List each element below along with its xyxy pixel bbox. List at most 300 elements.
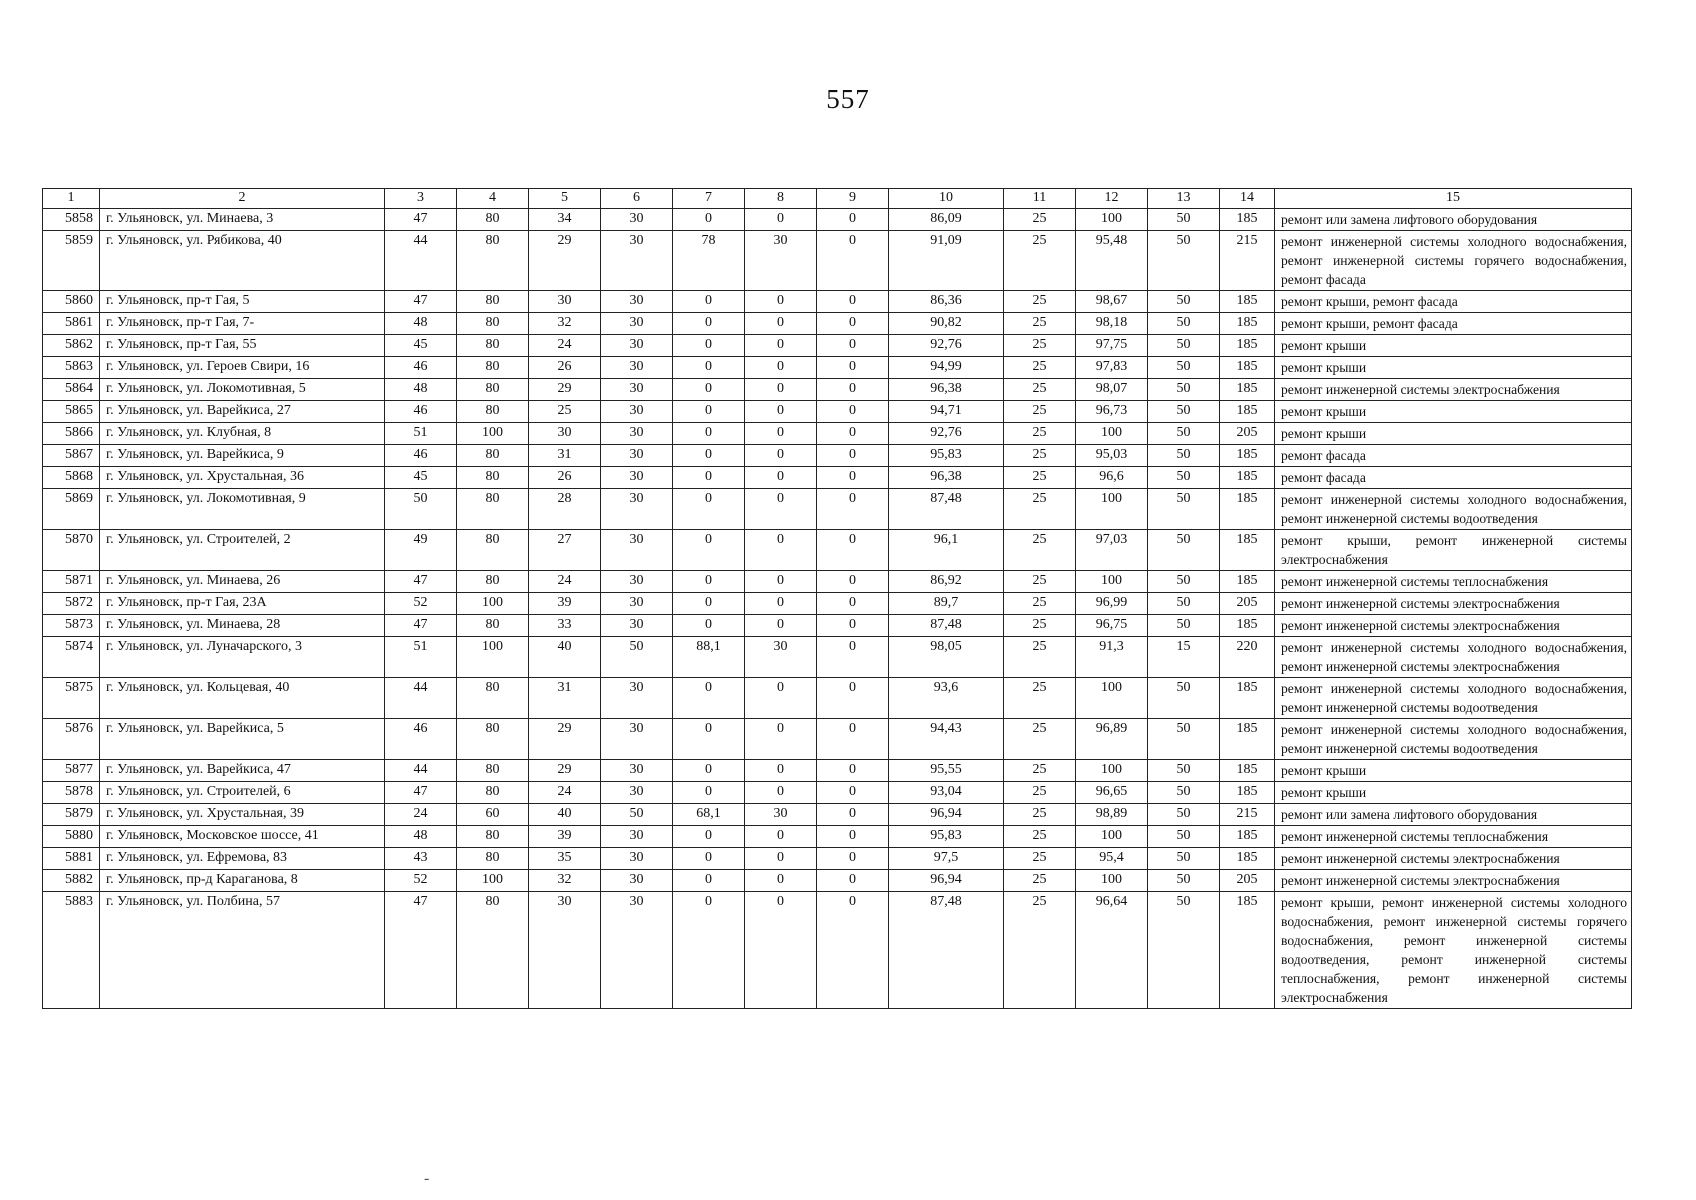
value-cell-col7: 0 <box>673 891 745 1008</box>
value-cell-col6: 30 <box>601 466 673 488</box>
value-cell-col13: 50 <box>1148 529 1220 570</box>
value-cell-col3: 47 <box>385 891 457 1008</box>
value-cell-col3: 52 <box>385 869 457 891</box>
row-number-cell: 5863 <box>43 356 100 378</box>
value-cell-col10: 98,05 <box>889 636 1004 677</box>
value-cell-col9: 0 <box>817 422 889 444</box>
value-cell-col13: 50 <box>1148 466 1220 488</box>
row-number-cell: 5870 <box>43 529 100 570</box>
value-cell-col5: 30 <box>529 891 601 1008</box>
value-cell-col13: 50 <box>1148 400 1220 422</box>
value-cell-col10: 89,7 <box>889 592 1004 614</box>
address-cell: г. Ульяновск, ул. Минаева, 3 <box>100 208 385 230</box>
value-cell-col4: 80 <box>457 614 529 636</box>
value-cell-col12: 96,75 <box>1076 614 1148 636</box>
value-cell-col8: 0 <box>745 677 817 718</box>
work-type-cell: ремонт инженерной системы электроснабжения <box>1275 614 1632 636</box>
value-cell-col11: 25 <box>1004 718 1076 759</box>
address-cell: г. Ульяновск, пр-т Гая, 7- <box>100 312 385 334</box>
value-cell-col10: 97,5 <box>889 847 1004 869</box>
value-cell-col6: 30 <box>601 614 673 636</box>
value-cell-col5: 26 <box>529 356 601 378</box>
value-cell-col5: 29 <box>529 230 601 290</box>
value-cell-col8: 0 <box>745 614 817 636</box>
work-type-cell: ремонт крыши <box>1275 422 1632 444</box>
value-cell-col7: 0 <box>673 781 745 803</box>
value-cell-col6: 50 <box>601 803 673 825</box>
value-cell-col9: 0 <box>817 230 889 290</box>
value-cell-col6: 30 <box>601 422 673 444</box>
table-row <box>43 847 1632 869</box>
value-cell-col14: 185 <box>1220 614 1275 636</box>
value-cell-col7: 0 <box>673 718 745 759</box>
value-cell-col6: 30 <box>601 759 673 781</box>
address-cell: г. Ульяновск, ул. Клубная, 8 <box>100 422 385 444</box>
value-cell-col5: 29 <box>529 718 601 759</box>
row-number-cell: 5860 <box>43 290 100 312</box>
value-cell-col12: 95,03 <box>1076 444 1148 466</box>
column-header-7: 7 <box>673 189 745 209</box>
address-cell: г. Ульяновск, ул. Локомотивная, 5 <box>100 378 385 400</box>
table-row <box>43 422 1632 444</box>
value-cell-col8: 0 <box>745 422 817 444</box>
value-cell-col6: 30 <box>601 290 673 312</box>
value-cell-col7: 0 <box>673 312 745 334</box>
value-cell-col12: 96,89 <box>1076 718 1148 759</box>
value-cell-col12: 97,75 <box>1076 334 1148 356</box>
value-cell-col5: 35 <box>529 847 601 869</box>
value-cell-col14: 185 <box>1220 781 1275 803</box>
row-number-cell: 5859 <box>43 230 100 290</box>
value-cell-col13: 50 <box>1148 378 1220 400</box>
value-cell-col8: 0 <box>745 869 817 891</box>
row-number-cell: 5879 <box>43 803 100 825</box>
value-cell-col8: 0 <box>745 529 817 570</box>
value-cell-col10: 93,04 <box>889 781 1004 803</box>
value-cell-col8: 0 <box>745 290 817 312</box>
address-cell: г. Ульяновск, ул. Варейкиса, 47 <box>100 759 385 781</box>
work-type-cell: ремонт инженерной системы электроснабжения <box>1275 869 1632 891</box>
row-number-cell: 5864 <box>43 378 100 400</box>
value-cell-col11: 25 <box>1004 356 1076 378</box>
value-cell-col4: 80 <box>457 230 529 290</box>
value-cell-col9: 0 <box>817 208 889 230</box>
address-cell: г. Ульяновск, ул. Кольцевая, 40 <box>100 677 385 718</box>
value-cell-col10: 96,38 <box>889 466 1004 488</box>
value-cell-col3: 44 <box>385 759 457 781</box>
value-cell-col9: 0 <box>817 636 889 677</box>
value-cell-col8: 0 <box>745 592 817 614</box>
value-cell-col9: 0 <box>817 803 889 825</box>
value-cell-col8: 0 <box>745 208 817 230</box>
address-cell: г. Ульяновск, ул. Ефремова, 83 <box>100 847 385 869</box>
register-table <box>42 188 1632 1009</box>
value-cell-col7: 0 <box>673 759 745 781</box>
value-cell-col9: 0 <box>817 466 889 488</box>
table-row <box>43 356 1632 378</box>
value-cell-col14: 185 <box>1220 677 1275 718</box>
value-cell-col5: 30 <box>529 422 601 444</box>
value-cell-col8: 0 <box>745 718 817 759</box>
address-cell: г. Ульяновск, пр-т Гая, 23А <box>100 592 385 614</box>
address-cell: г. Ульяновск, пр-д Караганова, 8 <box>100 869 385 891</box>
value-cell-col8: 0 <box>745 570 817 592</box>
stray-mark: - <box>424 1170 430 1187</box>
value-cell-col4: 80 <box>457 677 529 718</box>
value-cell-col9: 0 <box>817 759 889 781</box>
value-cell-col10: 92,76 <box>889 334 1004 356</box>
value-cell-col7: 88,1 <box>673 636 745 677</box>
work-type-cell: ремонт инженерной системы электроснабжения <box>1275 847 1632 869</box>
value-cell-col14: 220 <box>1220 636 1275 677</box>
row-number-cell: 5876 <box>43 718 100 759</box>
value-cell-col11: 25 <box>1004 488 1076 529</box>
address-cell: г. Ульяновск, пр-т Гая, 5 <box>100 290 385 312</box>
value-cell-col6: 30 <box>601 825 673 847</box>
row-number-cell: 5881 <box>43 847 100 869</box>
value-cell-col14: 205 <box>1220 869 1275 891</box>
work-type-cell: ремонт крыши <box>1275 334 1632 356</box>
value-cell-col5: 25 <box>529 400 601 422</box>
value-cell-col7: 0 <box>673 444 745 466</box>
value-cell-col12: 98,67 <box>1076 290 1148 312</box>
work-type-cell: ремонт крыши <box>1275 356 1632 378</box>
value-cell-col13: 50 <box>1148 290 1220 312</box>
value-cell-col9: 0 <box>817 592 889 614</box>
value-cell-col9: 0 <box>817 334 889 356</box>
value-cell-col5: 32 <box>529 869 601 891</box>
value-cell-col8: 0 <box>745 400 817 422</box>
table-row <box>43 825 1632 847</box>
value-cell-col14: 185 <box>1220 356 1275 378</box>
value-cell-col5: 30 <box>529 290 601 312</box>
value-cell-col11: 25 <box>1004 466 1076 488</box>
value-cell-col13: 50 <box>1148 422 1220 444</box>
value-cell-col6: 30 <box>601 592 673 614</box>
value-cell-col4: 80 <box>457 444 529 466</box>
work-type-cell: ремонт инженерной системы холодного водоснабжения, ремонт инженерной системы электроснабжения <box>1275 636 1632 677</box>
value-cell-col3: 47 <box>385 290 457 312</box>
row-number-cell: 5883 <box>43 891 100 1008</box>
value-cell-col4: 100 <box>457 422 529 444</box>
address-cell: г. Ульяновск, ул. Минаева, 26 <box>100 570 385 592</box>
value-cell-col4: 80 <box>457 781 529 803</box>
work-type-cell: ремонт крыши, ремонт фасада <box>1275 312 1632 334</box>
value-cell-col10: 94,99 <box>889 356 1004 378</box>
value-cell-col11: 25 <box>1004 334 1076 356</box>
address-cell: г. Ульяновск, ул. Хрустальная, 36 <box>100 466 385 488</box>
table-row <box>43 781 1632 803</box>
work-type-cell: ремонт фасада <box>1275 466 1632 488</box>
value-cell-col10: 87,48 <box>889 614 1004 636</box>
value-cell-col13: 50 <box>1148 869 1220 891</box>
value-cell-col9: 0 <box>817 444 889 466</box>
value-cell-col10: 95,83 <box>889 444 1004 466</box>
value-cell-col13: 50 <box>1148 759 1220 781</box>
value-cell-col9: 0 <box>817 825 889 847</box>
value-cell-col7: 0 <box>673 466 745 488</box>
value-cell-col6: 30 <box>601 529 673 570</box>
value-cell-col10: 95,55 <box>889 759 1004 781</box>
value-cell-col12: 100 <box>1076 422 1148 444</box>
value-cell-col4: 80 <box>457 718 529 759</box>
table-row <box>43 636 1632 677</box>
value-cell-col10: 96,94 <box>889 803 1004 825</box>
value-cell-col7: 0 <box>673 614 745 636</box>
value-cell-col10: 86,36 <box>889 290 1004 312</box>
value-cell-col6: 30 <box>601 570 673 592</box>
value-cell-col14: 185 <box>1220 759 1275 781</box>
value-cell-col13: 50 <box>1148 444 1220 466</box>
value-cell-col3: 51 <box>385 636 457 677</box>
value-cell-col7: 0 <box>673 334 745 356</box>
value-cell-col14: 185 <box>1220 570 1275 592</box>
column-header-2: 2 <box>100 189 385 209</box>
table-row <box>43 759 1632 781</box>
value-cell-col13: 50 <box>1148 614 1220 636</box>
value-cell-col3: 51 <box>385 422 457 444</box>
value-cell-col5: 29 <box>529 759 601 781</box>
value-cell-col9: 0 <box>817 570 889 592</box>
value-cell-col13: 50 <box>1148 488 1220 529</box>
value-cell-col7: 68,1 <box>673 803 745 825</box>
value-cell-col12: 91,3 <box>1076 636 1148 677</box>
table-row <box>43 444 1632 466</box>
value-cell-col11: 25 <box>1004 825 1076 847</box>
value-cell-col8: 0 <box>745 488 817 529</box>
value-cell-col3: 45 <box>385 466 457 488</box>
value-cell-col3: 47 <box>385 614 457 636</box>
value-cell-col11: 25 <box>1004 290 1076 312</box>
row-number-cell: 5866 <box>43 422 100 444</box>
value-cell-col6: 30 <box>601 718 673 759</box>
value-cell-col14: 185 <box>1220 444 1275 466</box>
work-type-cell: ремонт или замена лифтового оборудования <box>1275 208 1632 230</box>
work-type-cell: ремонт крыши <box>1275 400 1632 422</box>
work-type-cell: ремонт инженерной системы теплоснабжения <box>1275 825 1632 847</box>
value-cell-col6: 30 <box>601 869 673 891</box>
address-cell: г. Ульяновск, ул. Полбина, 57 <box>100 891 385 1008</box>
value-cell-col4: 80 <box>457 290 529 312</box>
value-cell-col9: 0 <box>817 356 889 378</box>
column-header-3: 3 <box>385 189 457 209</box>
value-cell-col6: 30 <box>601 444 673 466</box>
value-cell-col11: 25 <box>1004 378 1076 400</box>
value-cell-col12: 96,64 <box>1076 891 1148 1008</box>
value-cell-col3: 48 <box>385 378 457 400</box>
work-type-cell: ремонт инженерной системы электроснабжения <box>1275 378 1632 400</box>
column-header-6: 6 <box>601 189 673 209</box>
row-number-cell: 5871 <box>43 570 100 592</box>
value-cell-col12: 96,65 <box>1076 781 1148 803</box>
table-row <box>43 334 1632 356</box>
value-cell-col12: 98,07 <box>1076 378 1148 400</box>
value-cell-col13: 15 <box>1148 636 1220 677</box>
row-number-cell: 5869 <box>43 488 100 529</box>
table-row <box>43 400 1632 422</box>
value-cell-col6: 30 <box>601 677 673 718</box>
value-cell-col11: 25 <box>1004 803 1076 825</box>
value-cell-col9: 0 <box>817 781 889 803</box>
row-number-cell: 5861 <box>43 312 100 334</box>
value-cell-col8: 0 <box>745 466 817 488</box>
value-cell-col14: 185 <box>1220 825 1275 847</box>
value-cell-col12: 95,4 <box>1076 847 1148 869</box>
value-cell-col4: 80 <box>457 488 529 529</box>
value-cell-col13: 50 <box>1148 718 1220 759</box>
column-header-14: 14 <box>1220 189 1275 209</box>
value-cell-col13: 50 <box>1148 208 1220 230</box>
table-row <box>43 290 1632 312</box>
value-cell-col13: 50 <box>1148 312 1220 334</box>
column-header-13: 13 <box>1148 189 1220 209</box>
value-cell-col8: 0 <box>745 781 817 803</box>
value-cell-col5: 31 <box>529 677 601 718</box>
table-row <box>43 312 1632 334</box>
column-header-11: 11 <box>1004 189 1076 209</box>
header-row <box>43 189 1632 209</box>
value-cell-col3: 46 <box>385 400 457 422</box>
value-cell-col3: 46 <box>385 718 457 759</box>
value-cell-col10: 86,92 <box>889 570 1004 592</box>
value-cell-col14: 185 <box>1220 529 1275 570</box>
value-cell-col6: 50 <box>601 636 673 677</box>
value-cell-col3: 48 <box>385 312 457 334</box>
value-cell-col12: 96,73 <box>1076 400 1148 422</box>
value-cell-col9: 0 <box>817 869 889 891</box>
value-cell-col9: 0 <box>817 312 889 334</box>
value-cell-col4: 60 <box>457 803 529 825</box>
value-cell-col14: 185 <box>1220 466 1275 488</box>
value-cell-col4: 80 <box>457 466 529 488</box>
value-cell-col7: 0 <box>673 847 745 869</box>
value-cell-col5: 27 <box>529 529 601 570</box>
value-cell-col11: 25 <box>1004 677 1076 718</box>
value-cell-col8: 0 <box>745 334 817 356</box>
value-cell-col9: 0 <box>817 891 889 1008</box>
value-cell-col8: 0 <box>745 759 817 781</box>
table-row <box>43 592 1632 614</box>
work-type-cell: ремонт инженерной системы электроснабжения <box>1275 592 1632 614</box>
value-cell-col11: 25 <box>1004 208 1076 230</box>
value-cell-col7: 0 <box>673 592 745 614</box>
value-cell-col12: 100 <box>1076 759 1148 781</box>
value-cell-col10: 96,94 <box>889 869 1004 891</box>
value-cell-col13: 50 <box>1148 356 1220 378</box>
value-cell-col7: 0 <box>673 356 745 378</box>
work-type-cell: ремонт инженерной системы теплоснабжения <box>1275 570 1632 592</box>
value-cell-col6: 30 <box>601 488 673 529</box>
value-cell-col4: 80 <box>457 847 529 869</box>
value-cell-col8: 0 <box>745 444 817 466</box>
row-number-cell: 5874 <box>43 636 100 677</box>
value-cell-col11: 25 <box>1004 444 1076 466</box>
column-header-12: 12 <box>1076 189 1148 209</box>
value-cell-col14: 215 <box>1220 230 1275 290</box>
value-cell-col14: 205 <box>1220 592 1275 614</box>
value-cell-col10: 91,09 <box>889 230 1004 290</box>
row-number-cell: 5872 <box>43 592 100 614</box>
value-cell-col6: 30 <box>601 312 673 334</box>
value-cell-col3: 47 <box>385 570 457 592</box>
value-cell-col7: 0 <box>673 825 745 847</box>
value-cell-col8: 30 <box>745 803 817 825</box>
value-cell-col9: 0 <box>817 677 889 718</box>
value-cell-col3: 46 <box>385 356 457 378</box>
value-cell-col11: 25 <box>1004 422 1076 444</box>
value-cell-col11: 25 <box>1004 312 1076 334</box>
value-cell-col3: 50 <box>385 488 457 529</box>
value-cell-col14: 185 <box>1220 334 1275 356</box>
page-number: 557 <box>826 84 870 114</box>
value-cell-col11: 25 <box>1004 529 1076 570</box>
table-body <box>43 208 1632 1008</box>
value-cell-col6: 30 <box>601 208 673 230</box>
value-cell-col13: 50 <box>1148 781 1220 803</box>
value-cell-col14: 185 <box>1220 290 1275 312</box>
table-row <box>43 208 1632 230</box>
value-cell-col7: 78 <box>673 230 745 290</box>
value-cell-col5: 33 <box>529 614 601 636</box>
value-cell-col3: 43 <box>385 847 457 869</box>
value-cell-col8: 0 <box>745 847 817 869</box>
value-cell-col8: 0 <box>745 312 817 334</box>
column-header-9: 9 <box>817 189 889 209</box>
value-cell-col10: 96,38 <box>889 378 1004 400</box>
value-cell-col10: 92,76 <box>889 422 1004 444</box>
table-row <box>43 803 1632 825</box>
table-row <box>43 891 1632 1008</box>
value-cell-col13: 50 <box>1148 592 1220 614</box>
value-cell-col11: 25 <box>1004 614 1076 636</box>
value-cell-col5: 29 <box>529 378 601 400</box>
value-cell-col11: 25 <box>1004 592 1076 614</box>
value-cell-col3: 44 <box>385 677 457 718</box>
address-cell: г. Ульяновск, ул. Рябикова, 40 <box>100 230 385 290</box>
table-row <box>43 718 1632 759</box>
table-row <box>43 488 1632 529</box>
value-cell-col6: 30 <box>601 847 673 869</box>
value-cell-col8: 0 <box>745 378 817 400</box>
value-cell-col6: 30 <box>601 378 673 400</box>
value-cell-col4: 80 <box>457 334 529 356</box>
value-cell-col3: 52 <box>385 592 457 614</box>
value-cell-col14: 185 <box>1220 400 1275 422</box>
address-cell: г. Ульяновск, ул. Героев Свири, 16 <box>100 356 385 378</box>
work-type-cell: ремонт инженерной системы холодного водоснабжения, ремонт инженерной системы горячего водоснабжения, ремонт фасада <box>1275 230 1632 290</box>
value-cell-col14: 185 <box>1220 847 1275 869</box>
value-cell-col7: 0 <box>673 400 745 422</box>
row-number-cell: 5858 <box>43 208 100 230</box>
value-cell-col9: 0 <box>817 529 889 570</box>
row-number-cell: 5865 <box>43 400 100 422</box>
work-type-cell: ремонт крыши <box>1275 781 1632 803</box>
value-cell-col12: 100 <box>1076 570 1148 592</box>
row-number-cell: 5862 <box>43 334 100 356</box>
value-cell-col13: 50 <box>1148 847 1220 869</box>
value-cell-col14: 185 <box>1220 208 1275 230</box>
value-cell-col12: 96,6 <box>1076 466 1148 488</box>
address-cell: г. Ульяновск, пр-т Гая, 55 <box>100 334 385 356</box>
value-cell-col9: 0 <box>817 400 889 422</box>
work-type-cell: ремонт инженерной системы холодного водоснабжения, ремонт инженерной системы водоотведения <box>1275 677 1632 718</box>
row-number-cell: 5873 <box>43 614 100 636</box>
address-cell: г. Ульяновск, ул. Варейкиса, 5 <box>100 718 385 759</box>
row-number-cell: 5880 <box>43 825 100 847</box>
value-cell-col8: 30 <box>745 636 817 677</box>
work-type-cell: ремонт фасада <box>1275 444 1632 466</box>
value-cell-col7: 0 <box>673 677 745 718</box>
